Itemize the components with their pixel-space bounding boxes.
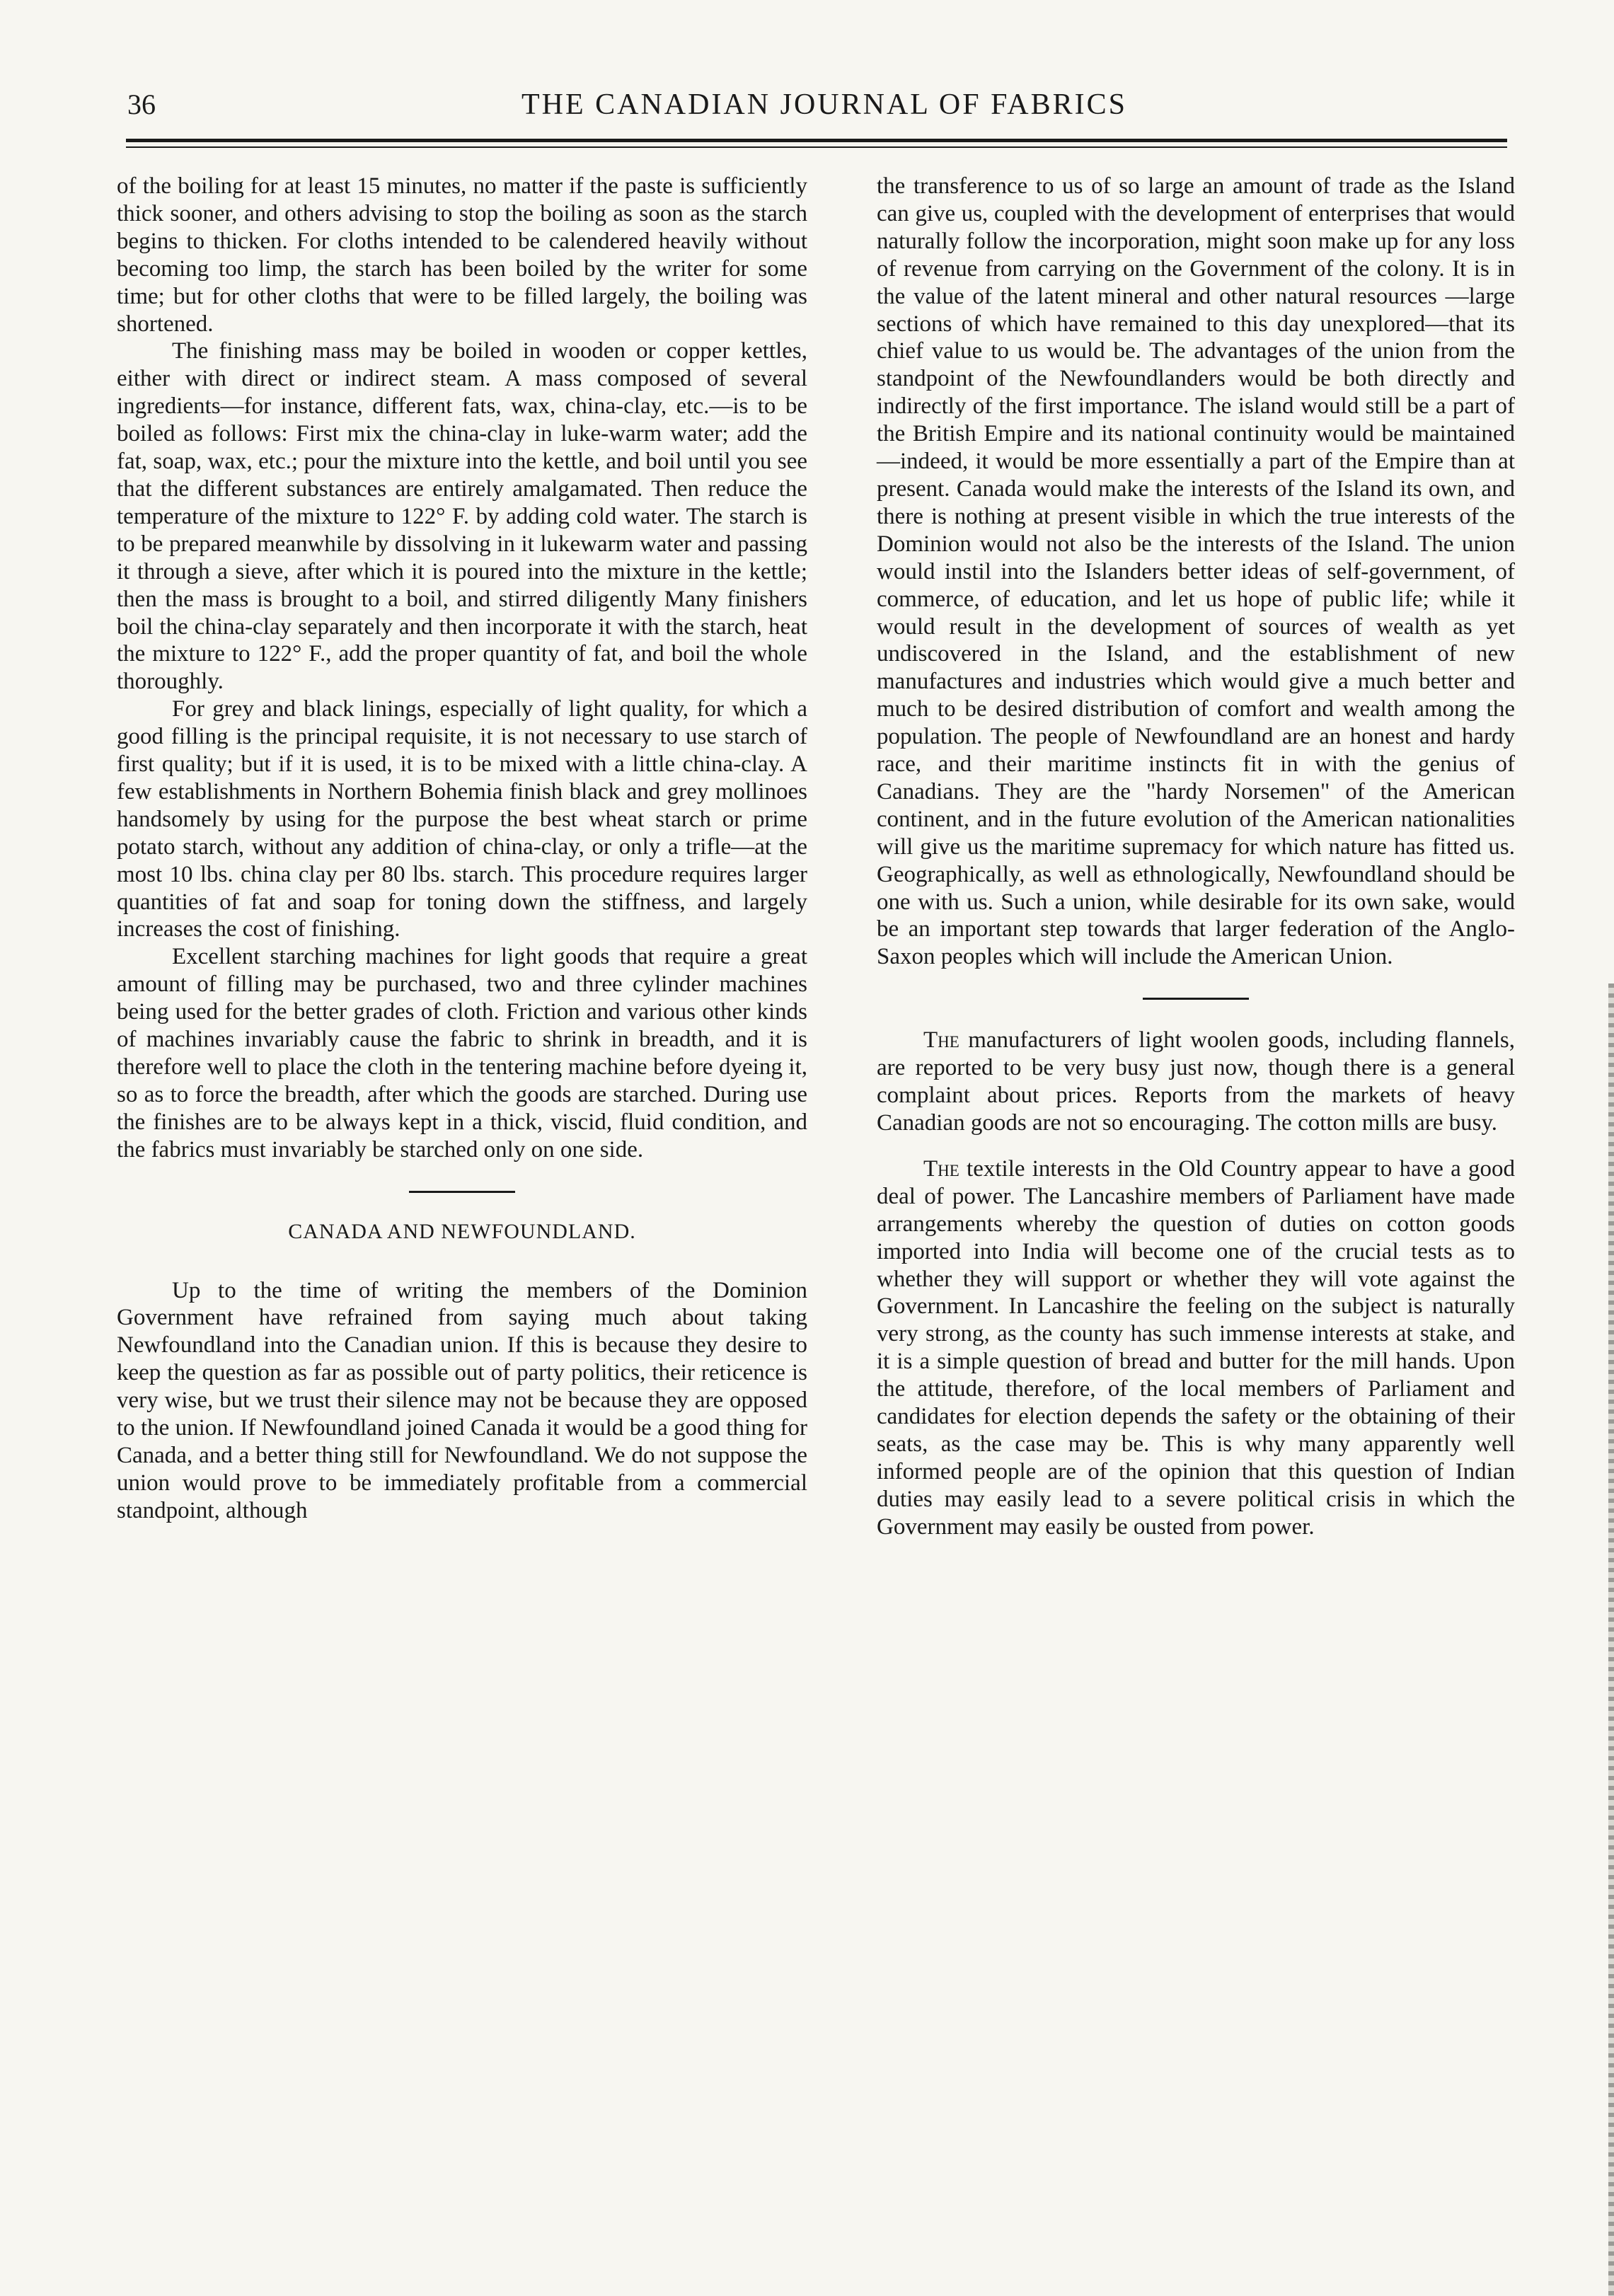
lead-word: The [923, 1155, 959, 1182]
paragraph: For grey and black linings, especially of light quality, for which a good filling is the principal requisite, it is not necessary to use starch of first quality; but if it is used, it is to be mixed with a little china-clay. A few establishments in Northern Bohemia finish black and grey mollinoes handsomely by using for the purpose the best wheat starch or prime potato starch, without any addition of china-clay, or only a trifle—at the most 10 lbs. china clay per 80 lbs. starch. This procedure requires larger quantities of fat and soap for toning down the stiffness, and largely increases the cost of finishing. [117, 696, 807, 942]
paragraph: of the boiling for at least 15 minutes, no matter if the paste is sufficiently thick sooner, and others advising to stop the boiling as soon as the starch begins to thicken. For cloths intended to be calendered heavily without becoming too limp, the starch has been boiled by the writer for some time; but for other cloths that were to be filled largely, the boiling was shortened. [117, 173, 807, 337]
paragraph: Excellent starching machines for light goods that require a great amount of filling may be purchased, two and three cylinder machines being used for the better grades of cloth. Friction and various other kinds of machines invariably cause the fabric to shrink in breadth, and it is therefore well to place the cloth in the tentering machine before dyeing it, so as to force the breadth, after which the goods are starched. During use the finishes are to be always kept in a thick, viscid, fluid condition, and the fabrics must invariably be starched only on one side. [117, 944, 807, 1163]
paragraph: The finishing mass may be boiled in wooden or copper kettles, either with direct or indirect steam. A mass composed of several ingredients—for instance, different fats, wax, china-clay, etc.—is to be boiled as follows: First mix the china-clay in luke-warm water; add the fat, soap, wax, etc.; pour the mixture into the kettle, and boil until you see that the different substances are entirely amalgamated. Then reduce the temperature of the mixture to 122° F. by adding cold water. The starch is to be prepared meanwhile by dissolving in it lukewarm water and passing it through a sieve, after which it is poured into the mixture in the kettle; then the mass is brought to a boil, and stirred diligently Many finishers boil the china-clay separately and then incorporate it with the starch, heat the mixture to 122° F., add the proper quantity of fat, and boil the whole thoroughly. [117, 338, 807, 695]
paragraph: Up to the time of writing the members of the Dominion Government have refrained from saying much about taking Newfoundland into the Canadian union. If this is because they desire to keep the question as far as possible out of party politics, their reticence is very wise, but we trust their silence may not be because they are opposed to the union. If Newfoundland joined Canada it would be a good thing for Canada, and a better thing still for Newfoundland. We do not suppose the union would prove to be immediately profitable from a commercial standpoint, although [117, 1277, 807, 1523]
paragraph [877, 1155, 1515, 1541]
page-edge-strip [1608, 983, 1614, 2296]
left-column [117, 173, 807, 1525]
paragraph: the transference to us of so large an amount of trade as the Island can give us, coupled with the development of enterprises that would naturally follow the incorporation, might soon make up for any loss of revenue from carrying on the Government of the colony. It is in the value of the latent mineral and other natural resources —large sections of which have remained to this day unexplored—that its chief value to us would be. The advantages of the union from the standpoint of the Newfoundlanders would be both directly and indirectly of the first importance. The island would still be a part of the British Empire and its national continuity would be maintained—indeed, it would be more essentially a part of the Empire than at present. Canada would make the interests of the Island its own, and there is nothing at present visible in which the true interests of the Dominion would not also be the interests of the Island. The union would instil into the Islanders better ideas of self-government, of commerce, of education, and let us hope of public life; while it would result in the development of sources of wealth as yet undiscovered in the Island, and the establishment of new manufactures and industries which would give a much better and much to be desired distribution of comfort and wealth among the population. The people of Newfoundland are an honest and hardy race, and their maritime instincts fit in with the genius of Canadians. They are the "hardy Norsemen" of the American continent, and in the future evolution of the American nationalities will give us the maritime supremacy for which nature has fitted us. Geographically, as well as ethnologically, Newfoundland should be one with us. Such a union, while desirable for its own sake, would be an important step towards that larger federation of the Anglo-Saxon peoples which will include the American Union. [877, 173, 1515, 970]
paragraph [877, 1027, 1515, 1137]
header-rule-thin [126, 146, 1507, 148]
header-rule-thick [126, 139, 1507, 142]
paragraph-text: textile interests in the Old Country appear to have a good deal of power. The Lancashire members of Parliament have made arrangements whereby the question of duties on cotton goods imported into India will become one of the crucial tests as to whether they will support or whether they will vote against the Government. In Lancashire the feeling on the subject is naturally very strong, as the county has such immense interests at stake, and it is a simple question of bread and butter for the mill hands. Upon the attitude, therefore, of the local members of Parliament and candidates for election depends the safety or the obtaining of their seats, as the case may be. This is why many apparently well informed people are of the opinion that this question of Indian duties may easily lead to a severe political crisis in which the Government may easily be ousted from power. [877, 1155, 1515, 1540]
lead-word: The [923, 1027, 959, 1054]
journal-title: THE CANADIAN JOURNAL OF FABRICS [521, 88, 1128, 121]
page-header [120, 83, 1507, 126]
page-number: 36 [127, 88, 156, 120]
section-heading: CANADA AND NEWFOUNDLAND. [288, 1219, 636, 1243]
section-divider [409, 1191, 515, 1193]
paragraph-gap [877, 1137, 1515, 1155]
section-divider [1143, 998, 1249, 1000]
right-column [877, 173, 1515, 1541]
paragraph-text: manufacturers of light woolen goods, including flannels, are reported to be very busy just now, though there is a general complaint about prices. Reports from the markets of heavy Canadian goods are not so encouraging. The cotton mills are busy. [877, 1027, 1515, 1136]
